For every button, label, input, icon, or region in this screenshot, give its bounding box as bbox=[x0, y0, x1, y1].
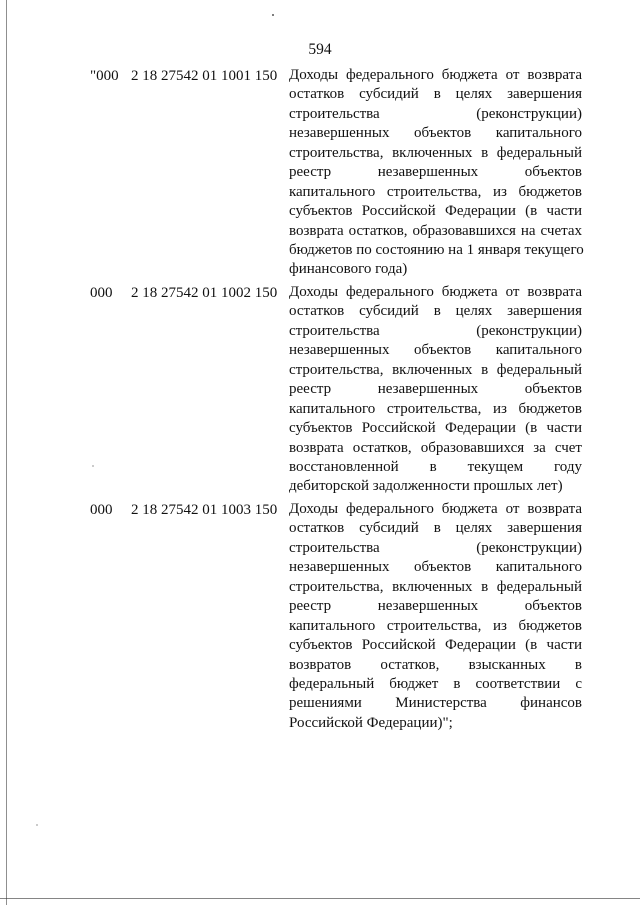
description-line: дебиторской задолженности прошлых лет) bbox=[289, 478, 563, 495]
description-line: Доходы федерального бюджета от возврата bbox=[289, 67, 582, 83]
description-line: субъектов Российской Федерации (в части bbox=[289, 203, 582, 220]
description-line: строительства, включенных в федеральный bbox=[289, 361, 582, 378]
description-line: строительства, включенных в федеральный bbox=[289, 578, 582, 595]
description-line: строительства, включенных в федеральный bbox=[289, 144, 582, 161]
description-line: восстановленной в текущем году bbox=[289, 458, 582, 475]
scan-speck bbox=[36, 824, 38, 826]
description-line: незавершенных объектов капитального bbox=[289, 125, 582, 142]
description-line: реестр незавершенных объектов bbox=[289, 164, 582, 181]
description-line: Российской Федерации)"; bbox=[289, 714, 453, 731]
admin-code: "000 bbox=[90, 68, 119, 84]
description-line: реестр незавершенных объектов bbox=[289, 598, 582, 615]
description-line: бюджетов по состоянию на 1 января текущего bbox=[289, 241, 584, 258]
entry-description bbox=[289, 66, 582, 280]
scan-speck bbox=[272, 14, 274, 16]
description-line: реестр незавершенных объектов bbox=[289, 381, 582, 398]
description-line: возврата остатков, образовавшихся на счетах bbox=[289, 222, 582, 239]
description-line: незавершенных объектов капитального bbox=[289, 342, 582, 359]
description-line: капитального строительства, из бюджетов bbox=[289, 183, 582, 200]
description-line: остатков субсидий в целях завершения bbox=[289, 520, 582, 537]
description-line: капитального строительства, из бюджетов bbox=[289, 400, 582, 417]
scan-edge-line bbox=[6, 0, 7, 905]
description-line: строительства (реконструкции) bbox=[289, 105, 582, 122]
description-line: строительства (реконструкции) bbox=[289, 322, 582, 339]
admin-code: 000 bbox=[90, 502, 113, 518]
description-line: незавершенных объектов капитального bbox=[289, 559, 582, 576]
description-line: остатков субсидий в целях завершения bbox=[289, 86, 582, 103]
description-line: Доходы федерального бюджета от возврата bbox=[289, 284, 582, 300]
description-line: субъектов Российской Федерации (в части bbox=[289, 637, 582, 654]
admin-code: 000 bbox=[90, 285, 113, 301]
entry-description bbox=[289, 283, 582, 497]
description-line: возвратов остатков, взысканных в bbox=[289, 656, 582, 673]
description-line: финансового года) bbox=[289, 261, 408, 278]
description-line: решениями Министерства финансов bbox=[289, 695, 582, 712]
description-line: Доходы федерального бюджета от возврата bbox=[289, 501, 582, 517]
scan-speck bbox=[92, 465, 94, 467]
entry-description bbox=[289, 500, 582, 733]
scan-edge-line bbox=[0, 898, 640, 899]
description-line: возврата остатков, образовавшихся за счет bbox=[289, 439, 582, 456]
budget-classification-code: 2 18 27542 01 1002 150 bbox=[131, 285, 278, 301]
budget-classification-code: 2 18 27542 01 1003 150 bbox=[131, 502, 278, 518]
description-line: остатков субсидий в целях завершения bbox=[289, 303, 582, 320]
description-line: федеральный бюджет в соответствии с bbox=[289, 675, 582, 692]
description-line: капитального строительства, из бюджетов bbox=[289, 617, 582, 634]
description-line: субъектов Российской Федерации (в части bbox=[289, 420, 582, 437]
budget-classification-code: 2 18 27542 01 1001 150 bbox=[131, 68, 278, 84]
description-line: строительства (реконструкции) bbox=[289, 539, 582, 556]
page-number: 594 bbox=[308, 41, 332, 58]
